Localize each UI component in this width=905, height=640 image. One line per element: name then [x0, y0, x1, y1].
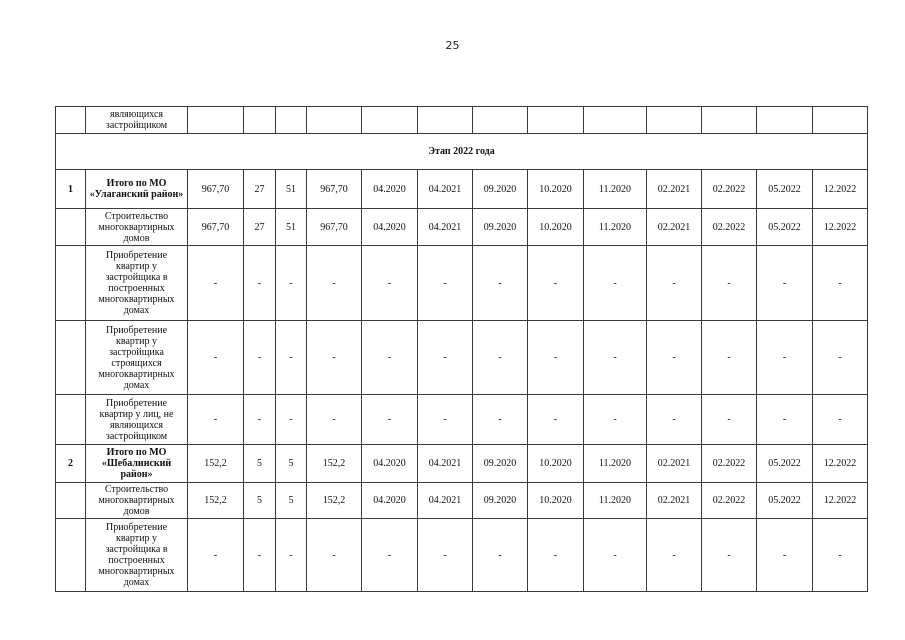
table-cell: 51	[276, 170, 307, 209]
table-cell: -	[276, 395, 307, 445]
row-number	[56, 209, 86, 246]
table-cell: -	[473, 246, 528, 321]
table-cell: -	[813, 519, 868, 592]
table-row	[56, 519, 868, 592]
table-row	[56, 209, 868, 246]
table-cell: 04.2021	[418, 170, 473, 209]
table-row	[56, 321, 868, 395]
table-cell: 5	[276, 445, 307, 483]
table-cell: -	[584, 246, 647, 321]
table-cell: -	[362, 246, 418, 321]
row-number	[56, 246, 86, 321]
table-cell: -	[702, 321, 757, 395]
table-cell: 02.2021	[647, 483, 702, 519]
table-cell: 5	[244, 483, 276, 519]
table-cell: -	[188, 246, 244, 321]
table-cell	[244, 107, 276, 134]
row-number	[56, 519, 86, 592]
row-name: Приобретение квартир у застройщика в построенных многоквартирных домах	[86, 246, 188, 321]
table-cell: -	[362, 321, 418, 395]
table-cell: 967,70	[188, 209, 244, 246]
row-number	[56, 483, 86, 519]
table-cell: 11.2020	[584, 170, 647, 209]
table-cell: 152,2	[188, 445, 244, 483]
row-name: Приобретение квартир у лиц, не являющихся застройщиком	[86, 395, 188, 445]
table-cell: 51	[276, 209, 307, 246]
table-cell: -	[362, 395, 418, 445]
table-cell: -	[418, 519, 473, 592]
row-number: 2	[56, 445, 86, 483]
table-cell: -	[188, 395, 244, 445]
table-cell: -	[188, 519, 244, 592]
row-name: Итого по МО «Улаганский район»	[86, 170, 188, 209]
table-cell: -	[584, 321, 647, 395]
table-cell: 12.2022	[813, 209, 868, 246]
row-name: Приобретение квартир у застройщика в построенных многоквартирных домах	[86, 519, 188, 592]
table-cell: -	[418, 395, 473, 445]
table-cell: 02.2022	[702, 445, 757, 483]
table-cell: 11.2020	[584, 483, 647, 519]
table-cell: -	[584, 395, 647, 445]
table-cell	[276, 107, 307, 134]
table-cell: 09.2020	[473, 445, 528, 483]
table-cell: -	[244, 321, 276, 395]
stage-title: Этап 2022 года	[56, 134, 868, 170]
row-name: Приобретение квартир у застройщика строящихся многоквартирных домах	[86, 321, 188, 395]
table-cell: 04.2020	[362, 209, 418, 246]
table-cell: 04.2020	[362, 483, 418, 519]
table-cell: 12.2022	[813, 445, 868, 483]
table-cell: -	[702, 395, 757, 445]
table-cell	[188, 107, 244, 134]
table-cell: 05.2022	[757, 483, 813, 519]
table-cell: -	[528, 395, 584, 445]
table-cell: -	[473, 395, 528, 445]
table-cell: -	[647, 395, 702, 445]
table-cell: 967,70	[307, 209, 362, 246]
table-cell: -	[418, 246, 473, 321]
table-cell: -	[307, 321, 362, 395]
table-cell: -	[362, 519, 418, 592]
table-cell: -	[757, 395, 813, 445]
table-cell: 09.2020	[473, 170, 528, 209]
table-cell: -	[702, 246, 757, 321]
table-cell: -	[276, 321, 307, 395]
row-name: Строительство многоквартирных домов	[86, 483, 188, 519]
row-name: являющихся застройщиком	[86, 107, 188, 134]
table-cell: 04.2020	[362, 170, 418, 209]
table-cell: 09.2020	[473, 209, 528, 246]
table-cell: -	[418, 321, 473, 395]
table-cell: -	[244, 519, 276, 592]
table-cell: -	[244, 395, 276, 445]
table-cell: 5	[276, 483, 307, 519]
table-cell: 27	[244, 209, 276, 246]
table-cell: 04.2020	[362, 445, 418, 483]
row-number	[56, 321, 86, 395]
row-name: Итого по МО «Шебалинский район»	[86, 445, 188, 483]
table-cell: -	[813, 246, 868, 321]
table-cell: 10.2020	[528, 170, 584, 209]
table-cell: -	[647, 246, 702, 321]
table-cell: -	[276, 246, 307, 321]
table-cell: -	[757, 321, 813, 395]
table-cell: 152,2	[188, 483, 244, 519]
page-number: 25	[445, 39, 460, 52]
row-number: 1	[56, 170, 86, 209]
table-cell: -	[584, 519, 647, 592]
table-cell: -	[647, 321, 702, 395]
row-number	[56, 395, 86, 445]
table-cell	[473, 107, 528, 134]
table-cell: 5	[244, 445, 276, 483]
table-cell: -	[757, 246, 813, 321]
table-cell: -	[757, 519, 813, 592]
table-cell: 02.2022	[702, 170, 757, 209]
table-cell	[757, 107, 813, 134]
table-cell: 11.2020	[584, 209, 647, 246]
table-cell: -	[528, 246, 584, 321]
table-cell: -	[473, 321, 528, 395]
table-cell	[702, 107, 757, 134]
table-cell: 02.2021	[647, 445, 702, 483]
program-table	[55, 106, 868, 592]
table-cell: -	[647, 519, 702, 592]
table-cell: -	[276, 519, 307, 592]
table-cell	[584, 107, 647, 134]
table-cell: 04.2021	[418, 209, 473, 246]
table-cell: 10.2020	[528, 445, 584, 483]
table-cell: 11.2020	[584, 445, 647, 483]
table-cell: 02.2022	[702, 483, 757, 519]
row-name: Строительство многоквартирных домов	[86, 209, 188, 246]
table-cell: 04.2021	[418, 445, 473, 483]
table-cell	[307, 107, 362, 134]
table-cell: 02.2021	[647, 170, 702, 209]
table-cell: 10.2020	[528, 483, 584, 519]
table-cell: 27	[244, 170, 276, 209]
table-cell: -	[307, 519, 362, 592]
table-cell: -	[813, 395, 868, 445]
table-cell: -	[188, 321, 244, 395]
table-cell: -	[813, 321, 868, 395]
table-row	[56, 107, 868, 134]
table-cell: -	[702, 519, 757, 592]
table-cell: -	[528, 321, 584, 395]
table-cell: 05.2022	[757, 209, 813, 246]
row-number	[56, 107, 86, 134]
table-cell: 967,70	[188, 170, 244, 209]
table-cell: 05.2022	[757, 445, 813, 483]
table-cell	[647, 107, 702, 134]
table-cell: 152,2	[307, 483, 362, 519]
table-cell: -	[307, 395, 362, 445]
table-cell: 02.2022	[702, 209, 757, 246]
table-row	[56, 483, 868, 519]
table-cell: 967,70	[307, 170, 362, 209]
table-cell: -	[473, 519, 528, 592]
table-row	[56, 246, 868, 321]
table-cell: -	[244, 246, 276, 321]
table-cell: 10.2020	[528, 209, 584, 246]
stage-row	[56, 134, 868, 170]
table-cell: 02.2021	[647, 209, 702, 246]
table-cell	[362, 107, 418, 134]
table-cell: -	[528, 519, 584, 592]
table-cell	[813, 107, 868, 134]
table-cell	[418, 107, 473, 134]
table-cell: 05.2022	[757, 170, 813, 209]
table-cell: 12.2022	[813, 170, 868, 209]
table-cell: -	[307, 246, 362, 321]
table-cell: 152,2	[307, 445, 362, 483]
table-cell	[528, 107, 584, 134]
table-row	[56, 395, 868, 445]
table-row	[56, 445, 868, 483]
table-cell: 09.2020	[473, 483, 528, 519]
table-row	[56, 170, 868, 209]
table-cell: 04.2021	[418, 483, 473, 519]
table-cell: 12.2022	[813, 483, 868, 519]
